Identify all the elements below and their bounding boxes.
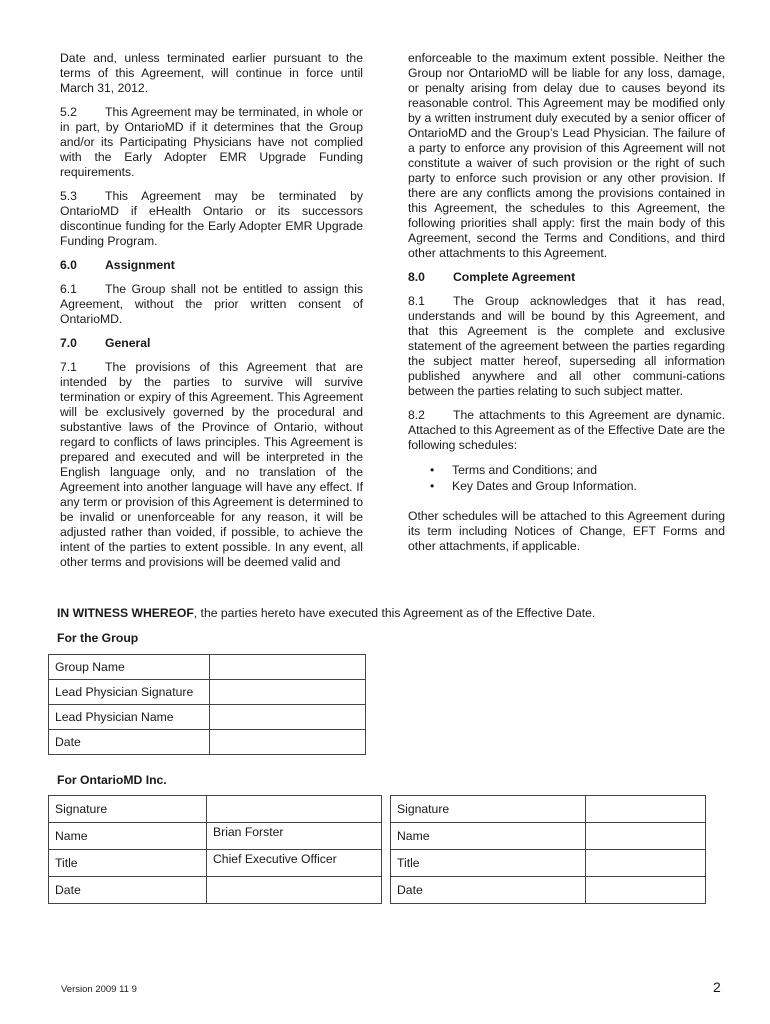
heading-number: 7.0 — [60, 336, 77, 350]
signature-field-2[interactable] — [586, 796, 706, 823]
heading-title: General — [105, 336, 151, 350]
row-label: Lead Physician Signature — [49, 680, 210, 705]
witness-bold: IN WITNESS WHEREOF — [57, 606, 194, 620]
column-divider — [382, 823, 391, 850]
column-divider — [382, 850, 391, 877]
section-text: The Group shall not be entitled to assign this Agreement, without the prior written consent of OntarioMD. — [60, 282, 363, 326]
heading-8-0 — [408, 270, 725, 285]
column-divider — [382, 796, 391, 823]
section-5-2 — [60, 105, 363, 180]
row-label: Group Name — [49, 655, 210, 680]
page-number: 2 — [713, 979, 721, 995]
section-6-1 — [60, 282, 363, 327]
bullet-icon: • — [430, 479, 435, 493]
table-row — [49, 680, 366, 705]
right-column — [408, 51, 725, 554]
row-label: Lead Physician Name — [49, 705, 210, 730]
row-label: Signature — [49, 796, 207, 823]
row-label: Name — [49, 823, 207, 850]
heading-number: 8.0 — [408, 270, 425, 284]
date-field[interactable] — [207, 877, 382, 904]
section-number: 8.1 — [408, 294, 425, 308]
signature-field[interactable] — [207, 796, 382, 823]
table-row — [49, 823, 706, 850]
heading-6-0 — [60, 258, 363, 273]
section-number: 7.1 — [60, 360, 77, 374]
section-text: The Group acknowledges that it has read, understands and will be bound by this Agreement, and that this Agreement is the complete and exclusive statement of the agreement between the parties regarding the subject matter hereof, superseding all information published anywhere and all other communi-cations between the parties relating to such subject matter. — [408, 294, 725, 398]
version-label: Version 2009 11 9 — [61, 984, 137, 995]
table-row — [49, 705, 366, 730]
heading-title: Complete Agreement — [453, 270, 576, 284]
section-number: 5.2 — [60, 105, 77, 119]
table-row — [49, 877, 706, 904]
heading-number: 6.0 — [60, 258, 77, 272]
row-label: Date — [49, 877, 207, 904]
section-text: The provisions of this Agreement that are intended by the parties to survive will survive termination or expiry of this Agreement. This Agreement will be exclusively governed by the procedural and substantive laws of the Province of Ontario, without regard to conflicts of laws principles. This Agreement is prepared and executed and will be interpreted in the English language only, and no translation of the Agreement into another language will have any effect. If any term or provision of this Agreement is determined to be invalid or unenforceable for any reason, it will be adjusted rather than voided, if possible, to achieve the intent of the parties to extent possible. In any event, all other terms and provisions will be deemed valid and — [60, 360, 363, 569]
list-item-text: Key Dates and Group Information. — [452, 479, 637, 493]
table-row — [49, 850, 706, 877]
witness-text: , the parties hereto have executed this Agreement as of the Effective Date. — [193, 606, 596, 620]
section-5-3 — [60, 189, 363, 249]
intro-paragraph: Date and, unless terminated earlier pursuant to the terms of this Agreement, will continue in force until March 31, 2012. — [60, 51, 363, 95]
heading-title: Assignment — [105, 258, 175, 272]
section-text: The attachments to this Agreement are dynamic. Attached to this Agreement as of the Effective Date are the following schedules: — [408, 408, 725, 452]
for-ontariomd-heading: For OntarioMD Inc. — [57, 773, 167, 787]
section-8-2 — [408, 408, 725, 453]
list-item-text: Terms and Conditions; and — [452, 463, 597, 477]
witness-statement — [57, 606, 737, 621]
heading-7-0 — [60, 336, 363, 351]
left-column — [60, 51, 363, 570]
group-signature-table — [48, 654, 366, 755]
row-label: Title — [391, 850, 586, 877]
table-row — [49, 730, 366, 755]
name-field[interactable]: Brian Forster — [207, 823, 382, 850]
section-number: 5.3 — [60, 189, 77, 203]
schedule-list — [408, 462, 725, 494]
list-item — [408, 462, 725, 478]
ontariomd-signature-table — [48, 795, 706, 904]
bullet-icon: • — [430, 463, 435, 477]
for-group-heading: For the Group — [57, 631, 139, 645]
section-number: 8.2 — [408, 408, 425, 422]
group-date-field[interactable] — [210, 730, 366, 755]
section-number: 6.1 — [60, 282, 77, 296]
title-field[interactable]: Chief Executive Officer — [207, 850, 382, 877]
row-label: Signature — [391, 796, 586, 823]
lead-physician-signature-field[interactable] — [210, 680, 366, 705]
name-field-2[interactable] — [586, 823, 706, 850]
date-field-2[interactable] — [586, 877, 706, 904]
row-label: Title — [49, 850, 207, 877]
row-label: Date — [49, 730, 210, 755]
group-name-field[interactable] — [210, 655, 366, 680]
closing-paragraph: Other schedules will be attached to this Agreement during its term including Notices of Change, EFT Forms and other attachments, if applicable. — [408, 509, 725, 553]
lead-physician-name-field[interactable] — [210, 705, 366, 730]
title-field-2[interactable] — [586, 850, 706, 877]
column-divider — [382, 877, 391, 904]
list-item — [408, 478, 725, 494]
section-7-1 — [60, 360, 363, 570]
section-8-1 — [408, 294, 725, 399]
section-text: This Agreement may be terminated, in whole or in part, by OntarioMD if it determines that the Group and/or its Participating Physicians have not complied with the Early Adopter EMR Upgrade Funding requirements. — [60, 105, 363, 179]
row-label: Date — [391, 877, 586, 904]
row-label: Name — [391, 823, 586, 850]
section-text: This Agreement may be terminated by OntarioMD if eHealth Ontario or its successors discontinue funding for the Early Adopter EMR Upgrade Funding Program. — [60, 189, 363, 248]
continued-paragraph: enforceable to the maximum extent possible. Neither the Group nor OntarioMD will be liable for any loss, damage, or penalty arising from delay due to causes beyond its reasonable control. This Agreement may be modified only by a written instrument duly executed by a senior officer of OntarioMD and the Group’s Lead Physician. The failure of a party to enforce any provision of this Agreement will not constitute a waiver of such provision or the right of such party to enforce such provision or any other provision. If there are any conflicts among the provisions contained in this Agreement, the schedules to this Agreement, the following priorities shall apply: first the main body of this Agreement, second the Terms and Conditions, and third other attachments to this Agreement. — [408, 51, 725, 260]
table-row — [49, 655, 366, 680]
table-row — [49, 796, 706, 823]
